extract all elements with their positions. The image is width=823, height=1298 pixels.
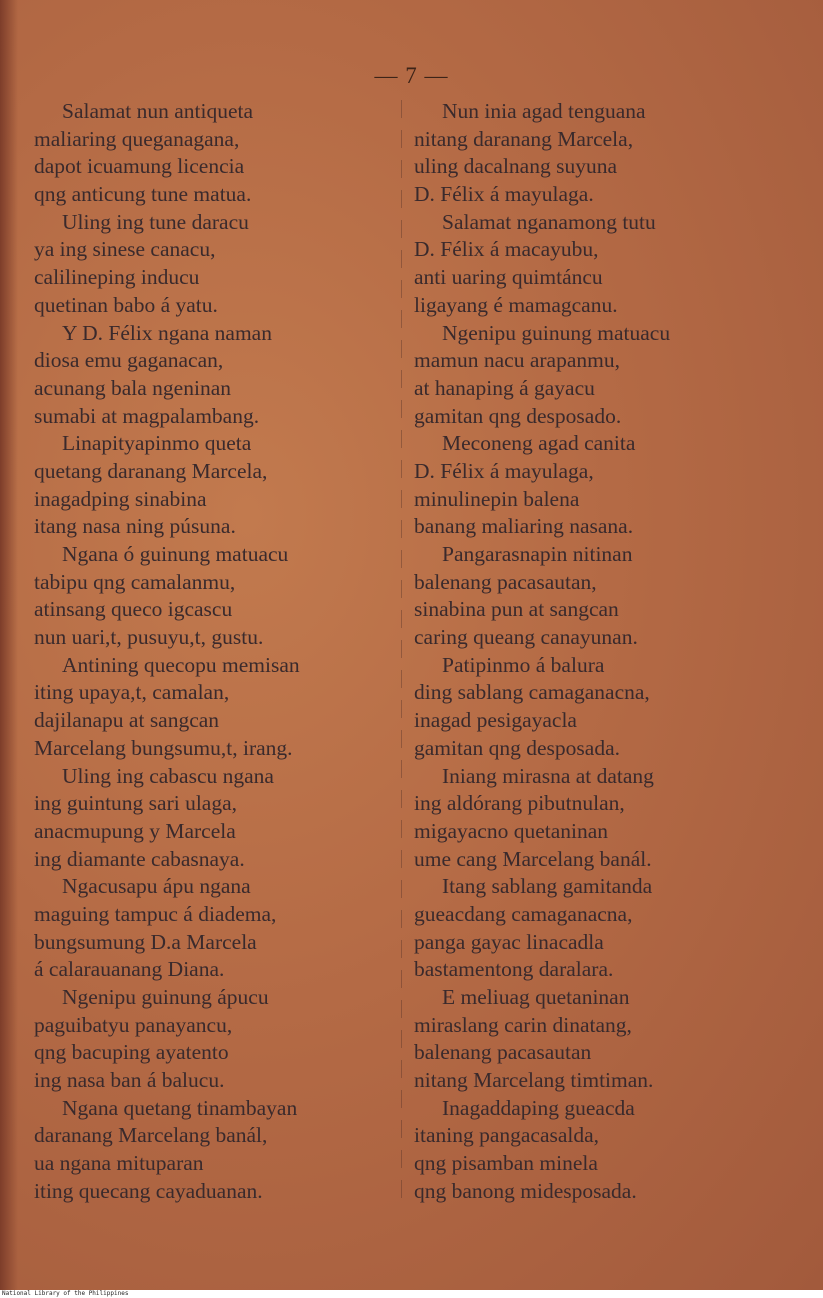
verse-line: bungsumung D.a Marcela [34,929,257,954]
verse-line: inagad pesigayacla [414,708,577,733]
verse-line: Salamat nganamong tutu [442,209,656,234]
verse-line: quetang daranang Marcela, [34,458,268,483]
stanza [414,1095,814,1206]
verse-line: atinsang queco igcascu [34,597,233,622]
verse-line: Iniang mirasna at datang [442,763,654,788]
verse-line: Uling ing tune daracu [62,209,249,234]
verse-line: ing nasa ban á balucu. [34,1068,225,1093]
verse-line: daranang Marcelang banál, [34,1123,268,1148]
stanza [34,98,394,209]
verse-line: maguing tampuc á diadema, [34,901,277,926]
verse-line: anti uaring quimtáncu [414,265,603,290]
verse-line: iting quecang cayaduanan. [34,1178,263,1203]
verse-line: quetinan babo á yatu. [34,292,218,317]
footer-credit: National Library of the Philippines [0,1290,823,1298]
verse-line: ya ing sinese canacu, [34,237,216,262]
page-number: — 7 — [374,63,449,88]
verse-line: Meconeng agad canita [442,431,636,456]
verse-line: banang maliaring nasana. [414,514,634,539]
verse-line: anacmupung y Marcela [34,818,236,843]
verse-line: gamitan qng desposada. [414,735,620,760]
verse-line: at hanaping á gayacu [414,375,595,400]
verse-line: uling dacalnang suyuna [414,154,618,179]
stanza [414,541,814,652]
verse-line: nun uari,t, pusuyu,t, gustu. [34,625,264,650]
stanza [414,763,814,874]
verse-line: bastamentong daralara. [414,957,614,982]
verse-line: D. Félix á mayulaga, [414,458,594,483]
verse-line: ing diamante cabasnaya. [34,846,245,871]
verse-line: migayacno quetaninan [414,818,609,843]
verse-line: Pangarasnapin nitinan [442,542,633,566]
verse-line: qng banong midesposada. [414,1178,637,1203]
verse-line: Ngana quetang tinambayan [62,1095,298,1120]
stanza [34,320,394,431]
verse-line: ua ngana mituparan [34,1151,204,1176]
verse-line: sinabina pun at sangcan [414,597,619,622]
verse-line: mamun nacu arapanmu, [414,348,620,373]
verse-line: itang nasa ning púsuna. [34,514,236,539]
verse-line: balenang pacasautan, [414,569,597,594]
verse-line: panga gayac linacadla [414,929,604,954]
verse-line: Salamat nun antiqueta [62,99,254,123]
verse-line: dapot icuamung licencia [34,154,245,179]
verse-line: nitang Marcelang timtiman. [414,1068,654,1093]
verse-line: diosa emu gaganacan, [34,348,224,373]
verse-line: ume cang Marcelang banál. [414,846,652,871]
verse-line: D. Félix á macayubu, [414,237,599,262]
verse-line: á calarauanang Diana. [34,957,225,982]
verse-line: inagadping sinabina [34,486,207,511]
verse-line: sumabi at magpalambang. [34,403,260,428]
verse-line: qng pisamban minela [414,1151,598,1176]
verse-line: Ngacusapu ápu ngana [62,874,251,899]
verse-line: miraslang carin dinatang, [414,1012,632,1037]
verse-line: ing aldórang pibutnulan, [414,791,625,816]
verse-line: ligayang é mamagcanu. [414,292,618,317]
verse-line: itaning pangacasalda, [414,1123,600,1148]
verse-line: Nun inia agad tenguana [442,99,646,123]
stanza [34,873,394,984]
stanza [34,984,394,1095]
stanza [414,430,814,541]
verse-line: calilineping inducu [34,265,200,290]
verse-line: Itang sablang gamitanda [442,874,653,899]
verse-line: dajilanapu at sangcan [34,708,220,733]
verse-line: Marcelang bungsumu,t, irang. [34,735,293,760]
verse-line: qng bacuping ayatento [34,1040,229,1065]
stanza [414,98,814,209]
stanza [34,652,394,763]
verse-line: E meliuag quetaninan [442,985,630,1009]
stanza [34,763,394,874]
verse-line: Patipinmo á balura [442,652,605,677]
verse-line: Ngenipu guinung matuacu [442,320,671,345]
verse-line: nitang daranang Marcela, [414,126,634,151]
column-divider [401,100,402,1200]
verse-line: gueacdang camaganacna, [414,901,633,926]
verse-line: qng anticung tune matua. [34,182,252,207]
verse-line: Antining quecopu memisan [62,652,300,677]
verse-line: Linapityapinmo queta [62,431,252,456]
verse-line: tabipu qng camalanmu, [34,569,236,594]
stanza [34,430,394,541]
right-column [414,98,814,1206]
stanza [414,320,814,431]
verse-line: gamitan qng desposado. [414,403,622,428]
verse-line: paguibatyu panayancu, [34,1012,233,1037]
verse-line: iting upaya,t, camalan, [34,680,230,705]
verse-line: Uling ing cabascu ngana [62,763,274,788]
verse-line: Ngenipu guinung ápucu [62,985,269,1009]
stanza [414,209,814,320]
verse-line: Inagaddaping gueacda [442,1095,635,1120]
verse-line: balenang pacasautan [414,1040,592,1065]
stanza [34,541,394,652]
verse-line: minulinepin balena [414,486,580,511]
verse-line: acunang bala ngeninan [34,375,231,400]
stanza [34,209,394,320]
verse-line: ding sablang camaganacna, [414,680,650,705]
left-column [34,98,394,1206]
stanza [414,652,814,763]
verse-line: maliaring queganagana, [34,126,240,151]
stanza [34,1095,394,1206]
stanza [414,873,814,984]
verse-line: D. Félix á mayulaga. [414,182,594,207]
verse-line: ing guintung sari ulaga, [34,791,238,816]
verse-line: Ngana ó guinung matuacu [62,542,289,566]
verse-line: caring queang canayunan. [414,625,638,650]
stanza [414,984,814,1095]
verse-line: Y D. Félix ngana naman [62,320,272,345]
